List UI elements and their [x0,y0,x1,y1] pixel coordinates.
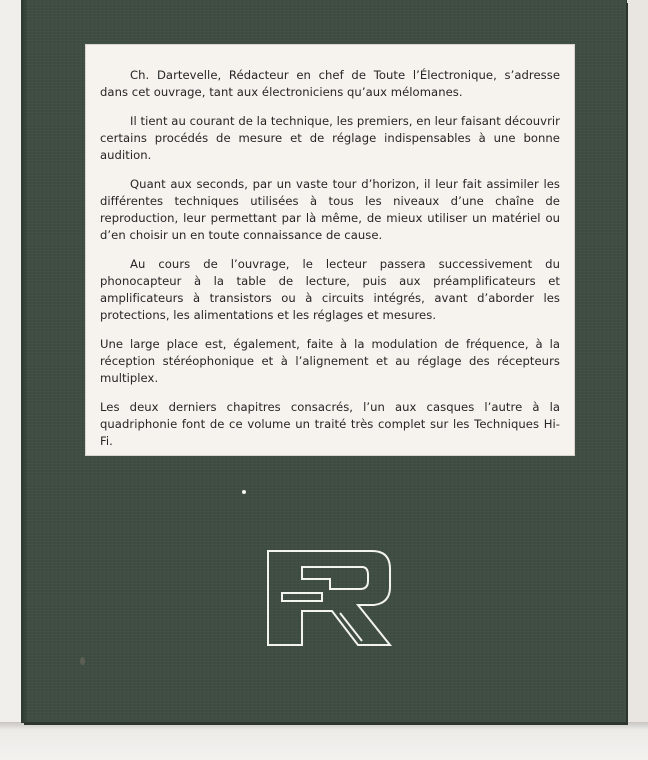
paper-speck [242,490,246,494]
blurb-paragraph-final: Les deux derniers chapitres consacrés, l’un aux casques l’autre à la quadriphonie font de ce volume un traité très complet sur les Techniques Hi-Fi. [100,400,560,448]
blurb-paragraph-fm: Une large place est, également, faite à la modulation de fréquence, à la réception stéréophonique et à l’alignement et au réglage des récepteurs multiplex. [100,337,560,385]
blurb-label [86,45,574,455]
blurb-paragraph-overview: Quant aux seconds, par un vaste tour d’horizon, il leur fait assimiler les différentes techniques utilisées à tous les niveaux d’une chaîne de reproduction, leur permettant par là même, de mieux utiliser un matériel ou d’en choisir un en toute connaissance de cause. [100,177,560,242]
background-paper-bottom [0,722,648,760]
etsf-logo-icon [262,545,396,650]
cover-spine-shadow [22,0,28,722]
blurb-paragraph-contents: Au cours de l’ouvrage, le lecteur passera successivement du phonocapteur à la table de lecture, puis aux préamplificateurs et amplificateurs à transistors ou à circuits intégrés, avant d’aborder les protections, les alimentations et les réglages et mesures. [100,257,560,322]
blurb-paragraph-technique: Il tient au courant de la technique, les premiers, en leur faisant découvrir certains procédés de mesure et de réglage indispensables à une bonne audition. [100,114,560,162]
cover-wear-mark [80,657,85,665]
background-paper-right [626,0,648,760]
blurb-paragraph-author: Ch. Dartevelle, Rédacteur en chef de Toute l’Électronique, s’adresse dans cet ouvrage, tant aux électroniciens qu’aux mélomanes. [100,68,560,99]
